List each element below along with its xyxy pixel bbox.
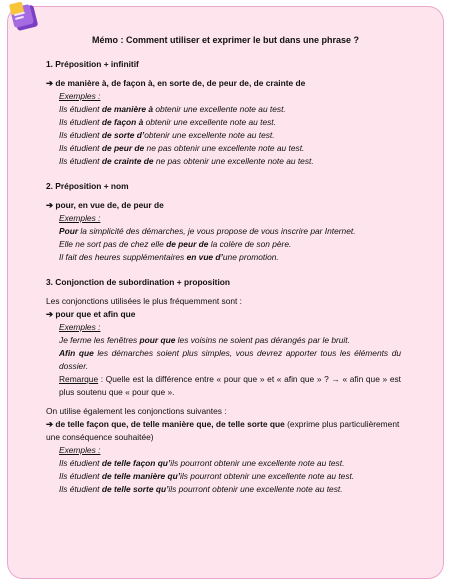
example-line: Elle ne sort pas de chez elle de peur de la colère de son père. [59, 239, 292, 249]
memo-note-icon [6, 0, 40, 34]
example-line: Ils étudient de telle manière qu’ils pourront obtenir une excellente note au test. [59, 471, 355, 481]
examples-label: Exemples : [59, 91, 101, 101]
section-lead-2: ➔ de telle façon que, de telle manière que, de telle sorte que (exprime plus particulièrement une conséquence souhaitée) [46, 419, 400, 442]
section-title: 3. Conjonction de subordination + proposition [46, 277, 231, 287]
examples-label: Exemples : [59, 445, 101, 455]
example-line: Ils étudient de telle sorte qu’ils pourront obtenir une excellente note au test. [59, 484, 343, 494]
example-line: Je ferme les fenêtres pour que les voisins ne soient pas dérangés par le bruit. [59, 335, 350, 345]
example-line: Afin que les démarches soient plus simples, vous devrez apporter tous les éléments du dossier. [59, 348, 402, 371]
example-line: Ils étudient de manière à obtenir une excellente note au test. [59, 104, 286, 114]
section-lead: ➔ pour, en vue de, de peur de [46, 200, 164, 210]
example-line: Ils étudient de sorte d’obtenir une excellente note au test. [59, 130, 275, 140]
example-line: Ils étudient de façon à obtenir une excellente note au test. [59, 117, 276, 127]
example-line: Ils étudient de telle façon qu’ils pourront obtenir une excellente note au test. [59, 458, 345, 468]
section-title: 2. Préposition + nom [46, 181, 129, 191]
memo-title: Mémo : Comment utiliser et exprimer le but dans une phrase ? [91, 35, 360, 45]
examples-label: Exemples : [59, 213, 101, 223]
example-line: Il fait des heures supplémentaires en vue d’une promotion. [59, 252, 279, 262]
section-intro-2: On utilise également les conjonctions suivantes : [46, 406, 227, 416]
section-title: 1. Préposition + infinitif [46, 59, 139, 69]
section-lead: ➔ de manière à, de façon à, en sorte de, de peur de, de crainte de [46, 78, 306, 88]
remark-label: Remarque [59, 374, 99, 384]
example-line: Ils étudient de crainte de ne pas obtenir une excellente note au test. [59, 156, 314, 166]
example-line: Ils étudient de peur de ne pas obtenir une excellente note au test. [59, 143, 305, 153]
remark-note [46, 373, 401, 399]
section-lead: ➔ pour que et afin que [46, 309, 136, 319]
memo-content [46, 58, 401, 496]
example-line: Pour la simplicité des démarches, je vous propose de vous inscrire par Internet. [59, 226, 356, 236]
examples-label: Exemples : [59, 322, 101, 332]
remark-text: : Quelle est la différence entre « pour que » et « afin que » ? → « afin que » est plus soutenu que « pour que ». [59, 374, 401, 397]
section-intro: Les conjonctions utilisées le plus fréquemment sont : [46, 296, 242, 306]
